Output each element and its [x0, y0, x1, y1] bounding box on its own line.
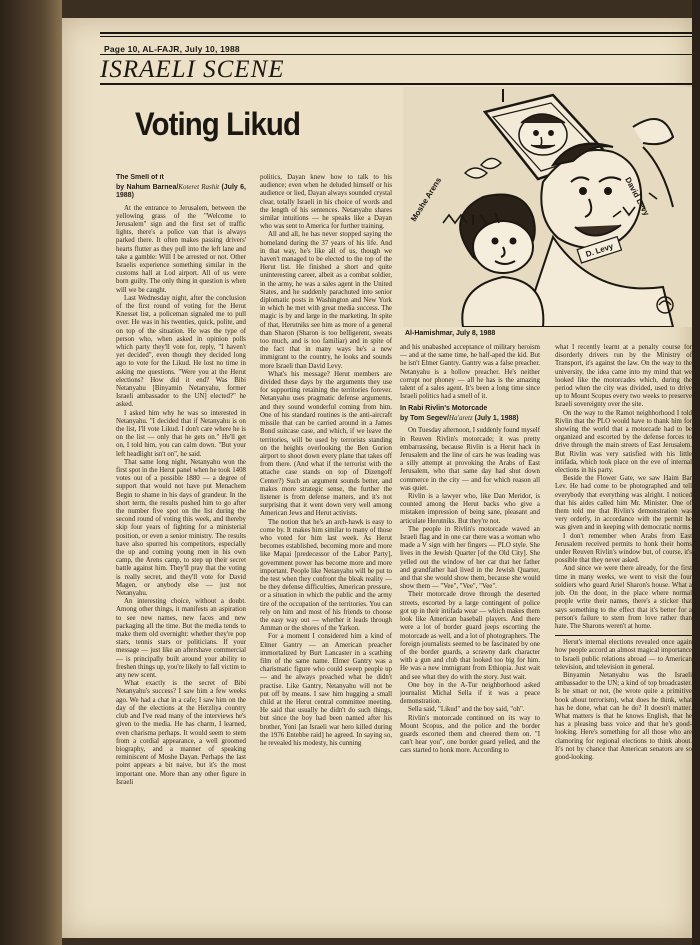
article1-kicker-title: The Smell of it [116, 174, 164, 181]
article2-paragraph: On the way to the Ramot neighborhood I told Rivlin that the PLO would have to thank him for showing the world that a motorcade had to be organized and escorted by the defense forces to drive through the main streets of East Jerusalem. But Rivlin was very satisfied with his little intifada, which took place on the eve of internal elections in his party. [555, 409, 692, 475]
section-rule-bottom [100, 83, 692, 85]
cartoon-caption: Al-Hamishmar, July 8, 1988 [405, 330, 496, 337]
article1-paragraph: and his unabashed acceptance of military heroism — and at the same time, he half-aped the kid. But he isn't Elmer Gantry. Gantry was a false preacher. Netanyahu is a hollow preacher. He's neither corrupt nor phoney — all he has is the amazing talent of a sales agent. It's been a long time since Israeli politics had a smell of it. [400, 344, 540, 401]
article1-date: (July 6, 1988) [116, 183, 246, 199]
article2-paragraph: I don't remember when Arabs from East Jerusalem received permits to honk their horns under Reuven Rivlin's window but, of course, it's possible that they never asked. [555, 532, 692, 565]
article2-kicker-title: In Rabi Rivlin's Motorcade [400, 405, 488, 413]
headline: Voting Likud [135, 106, 301, 142]
article2-date: (July 1, 1988) [474, 414, 519, 422]
article1-column-1 [116, 174, 246, 916]
article2-byline: by Tom Segev/ [400, 414, 449, 422]
top-rule-thin [100, 36, 692, 37]
article2-paragraph: One boy in the A-Tur neighborhood asked journalist Michal Sella if it was a peace demonstration. [400, 681, 540, 706]
article1-paragraph: All and all, he has never stopped saying the homeland during the 37 years of his life. And in that way, he's like all of us, though we haven't managed to be elected to the top of the Herut list. He finished a short and quite uninteresting career, albeit as a combat soldier, in the army, he was a sales agent in the United States, and he suddenly parachuted into senior diplomatic posts in Washington and New York in which he met with great media success. The magic is by and large in the marketing. In spite of that, Herutniks see him as more of a general than Sharon (Sharon is too belligerent, sweats too much, and is too familiar) and in spite of the fact that in many ways he's a new immigrant to the country, he looks and sounds more Israeli than David Levy. [260, 231, 392, 370]
cartoon-illustration [403, 87, 692, 327]
article1-paragraph: For a moment I considered him a kind of Elmer Gantry — an American preacher immortalized by Burt Lancaster in a scathing film of the same name. Elmer Gantry was a charismatic figure who could sweep people up — and he always preached what he didn't practise. Like Gantry, Netanyahu will not be put off by means. I saw him hugging a small child at the Herut central committee meeting. He said that usually he didn't do such things, but since the boy had been named after his brother, Yoni [an Israeli war hero killed during the 1976 Entebbe raid] he agreed. In saying so, he revealed his modesty, his cunning [260, 633, 392, 748]
article2-paragraph: Rivlin's motorcade continued on its way to Mount Scopus, and the police and the border guards escorted them and cheered them on. "I can't hear you", one border guard yelled, and the cars started to honk more. According to [400, 714, 540, 755]
article2-paragraph: what I recently learnt at a penalty course for disorderly drivers run by the Ministry of Transport, it's against the law. On the way to the university, the idea came into my mind that we looked like the motorcades which, during the period when the city was divided, used to drive up to Mount Scopus every two weeks to preserve Israeli sovereignty over the site. [555, 344, 692, 409]
article1-paragraph: What's his message? Herut members are divided these days by the arguments they use for supporting retaining the territories forever. Netanyahu uses pragmatic defense arguments, and they sound wonderful coming from him. One of his standard routines is the anti-aircraft missile that can be carried around in a James Bond suitcase case, and which, if we leave the territories, will be used by terrorists standing on the heights overlooking the Ben Gurion airport to shoot down every plane that takes off from there. (And what if the terrorist with the attache case stands on top of Dizengoff Center?) Such an argument sounds better, and makes more strategic sense, the further the listener is from defense matters, and it's not surprising that it went down very well among American Jews and Herut activists. [260, 370, 392, 518]
article1-byline: by Nahum Barnea/ [116, 183, 179, 191]
cartoon-badge-label: D. Levy [584, 241, 615, 259]
article1-paragraph: Last Wednesday night, after the conclusion of the first round of voting for the Herut Knesset list, a policeman signaled me to pull over. He was in his twenties, quick, polite, and on top of the situation. He was the type of person who, when asked in opinion polls which party they'll vote for, reply, "I haven't yet decided", even though they decided long ago to vote for the Likud. He lost no time in asking me questions. "Were you at the Herut elections? How did it end? Was Bibi Netanyahu [Binyamin Netanyahu, former Israeli ambassador to the UN] elected?" he asked. [116, 294, 246, 409]
article-column-4 [555, 344, 692, 916]
section-title: ISRAELI SCENE [100, 56, 285, 83]
article3-paragraph: Binyamin Netanyahu was the Israeli ambassador to the UN; a kind of top broadcaster. Is he smart or not, (he wrote quite a primitive book about terrorism), what does he think, what has he done, what can he do? It doesn't matter. What matters is that he knows English, that he has a pleasing bass voice and that he's good-looking. Here's something for all those who are clamoring for regional elections to think about. It's not by chance that American senators are so good-looking. [555, 671, 692, 761]
article1-paragraph: I asked him why he was so interested in Netanyahu. "I decided that if Netanyahu is on the list, I'll vote Likud. I don't care where he is on the list — only that he gets on." He'll get on, I told him, you can calm down. "But your left headlight isn't on", he said. [116, 409, 246, 458]
section-rule-top [100, 54, 692, 55]
article1-column-2 [260, 174, 392, 916]
page-folio: Page 10, AL-FAJR, July 10, 1988 [104, 44, 240, 54]
article3-paragraph: Herut's internal elections revealed once again how people accord an almost magical importance to Israeli public relations abroad — to American television, and television in general. [555, 635, 692, 672]
article-column-3 [400, 344, 540, 916]
article2-paragraph: On Tuesday afternoon, I suddenly found myself in Reuven Rivlin's motorcade; it was pretty embarrassing, because Rivlin is a Herut hack in Jerusalem and the line of cars he was leading was a silly attempt at provoking the Arabs of East Jerusalem, who that same day had shut down commerce in the city — and for which reason all was quiet. [400, 427, 540, 492]
top-rule [100, 32, 692, 34]
article2-kicker [400, 405, 540, 423]
editorial-cartoon [403, 87, 692, 327]
article2-paragraph: The people in Rivlin's motorcade waved an Israeli flag and in one car there was a woman who made a V sign with her fingers — PLO style. She lives in the Jewish Quarter [of the Old City]. She yelled out the window of her car that her father and grandfather had lived in the Jewish Quarter, and that she would show them, because she would show them — "Vee", "Vee", "Vee". [400, 525, 540, 591]
page-edge [692, 0, 700, 945]
binding-edge [0, 0, 62, 945]
article1-paragraph: The notion that he's an arch-hawk is easy to come by. It makes him similar to many of those who voted for him last week. As Herut becomes established, becoming more and more like Mapai [predecessor of the Labor Party], government power has become more and more important. People like Netanyahu will be put to the test when they confront the bleak reality — be they defense difficulties, American pressure, or a situation in which the public and the army tire of the occupation of the territories. You can rely on him and most of his friends to choose the easy way out — whether it leads through Amman or the shores of the Yarkon. [260, 518, 392, 633]
article2-paragraph: And since we were there already, for the first time in many weeks, we went to visit the four soldiers who guard Ariel Sharon's house. What a job. On the door, in the place where normal people write their names, there's a sticker that says something to the effect that it's better for a person's failure to stem from love rather than hate. The Sharons weren't at home. [555, 565, 692, 630]
article1-paragraph: What exactly is the secret of Bibi Netanyahu's success? I saw him a few weeks ago. We had a chat in a cafe; I saw him on the day of the elections at the Herzliya country club and I've read many of the interviews he's given to the media. He has charm, I learned, even charisma perhaps. It would seem to stem from a cordial appearance, a well groomed biography, and a manner of speaking reminiscent of Moshe Dayan. Perhaps the last point appears a bit naive, but it's the most important one. More than any other figure in Israeli [116, 680, 246, 786]
article2-paragraph: Sella said, "Likud" and the boy said, "oh". [408, 706, 525, 714]
article1-paragraph: politics, Dayan knew how to talk to his audience; even when he deluded himself or his audience or lied, Dayan always sounded crystal clear, totally Israeli in his choice of words and the length of his sentences. Netanyahu shares similar intuitions — he speaks like a Dayan who was sent to America for further training. [260, 174, 392, 231]
article2-paragraph: Rivlin is a lawyer who, like Dan Meridor, is counted among the Herut backs who give a mistaken impression of being sane, pleasant and articulate Herutniks. But they're not. [400, 493, 540, 525]
article2-source: Ha'aretz [448, 413, 473, 422]
cartoon-label-left: Moshe Arens [409, 175, 444, 224]
article1-source: Koteret Rashit [178, 182, 220, 191]
article2-paragraph: Their motorcade drove through the deserted streets, escorted by a large contingent of police got up in their intifada wear — which makes them look like American baseball players. And there were a lot of border guard jeeps escorting the motorcade as well, and a lot of photographers. The foreign journalists seemed to be fascinated by one of the border guards, a scrawny dark character with a gun and club that looked too big for him. He was a new immigrant from Ethiopia. Just wait and see what they do with the story. Just wait. [400, 591, 540, 681]
article1-paragraph: At the entrance to Jerusalem, between the yellowing grass of the "Welcome to Jerusalem" sign and the first set of traffic lights, there's a police van that is always parked there. It often makes passing drivers' hearts flutter as they pull into the left lane and take a gamble: Will I be arrested or not. Other Israelis experience something similar in the customs hall at Lod airport. All of us were born guilty. The only thing in question is when will we be caught. [116, 204, 246, 294]
article2-paragraph: Beside the Flower Gate, we saw Haim Bar Lev. He had come to be photographed and tell everybody that everything was alright. I noticed that his aides called him Mr. Minister. One of them told me that Rivlin's demonstration was very orderly, in accordance with the permit he was given and in keeping with democratic norms. [555, 475, 692, 532]
article1-kicker [116, 174, 246, 201]
article1-paragraph: An interesting choice, without a doubt. Among other things, it manifests an aspiration to see new names, new faces and new packaging all the time. But the media tends to make them old overnight: whether they're pop stars, tennis stars or politicians. If your message — just like an aftershave commercial — is principally built around your ability to freshen things up, you're likely to fall victim to any new scent. [116, 598, 246, 680]
article1-paragraph: That same long night, Netanyahu won the first spot in the Herut panel when he took 1408 votes out of a possible 1880 — a degree of support that would not have put Menachem Begin to shame in his days of grandeur. In the short term, the results pushed him to go after the number five spot on the list during the second round of voting this week, and thereby skip four years of fighting for a ministerial position, or even a senior ministry. The results have also spurred his competitors, especially the up and coming young men in his own camp, the Arens camp, to step up their secret battle against him. They'll pray that the voting is really secret, and they'll vote for David Magen, or anybody else — just not Netanyahu. [116, 458, 246, 598]
cartoon-label-right: David Levy [623, 175, 652, 218]
